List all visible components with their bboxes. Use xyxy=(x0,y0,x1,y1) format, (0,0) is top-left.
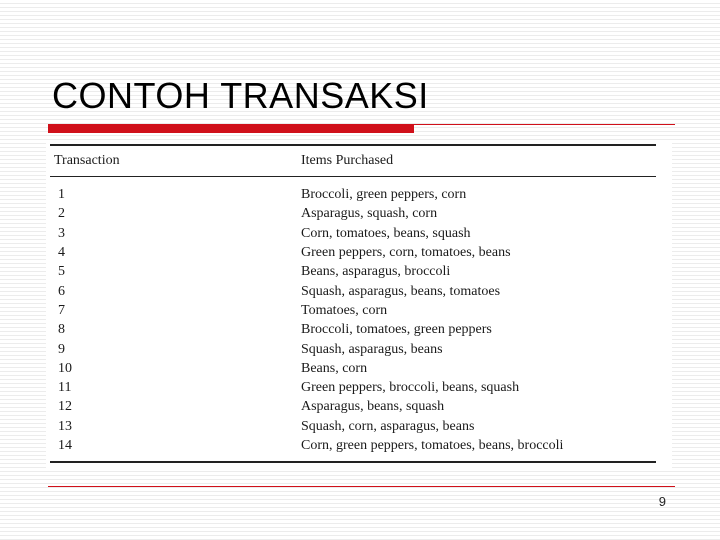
table-row xyxy=(50,177,656,205)
items-purchased: Squash, asparagus, beans, tomatoes xyxy=(301,283,501,299)
items-purchased: Squash, corn, asparagus, beans xyxy=(301,418,475,434)
table-row xyxy=(50,359,656,378)
title-underline-thin xyxy=(414,124,675,125)
table-row xyxy=(50,339,656,358)
table-row xyxy=(50,204,656,223)
transaction-id: 4 xyxy=(58,245,65,261)
table-header-row xyxy=(50,145,656,177)
table-row xyxy=(50,378,656,397)
items-purchased: Broccoli, tomatoes, green peppers xyxy=(301,322,492,338)
items-purchased: Corn, tomatoes, beans, squash xyxy=(301,225,471,241)
items-purchased: Green peppers, corn, tomatoes, beans xyxy=(301,245,511,261)
transaction-id: 2 xyxy=(58,206,65,222)
header-items-purchased: Items Purchased xyxy=(301,145,656,177)
table-body xyxy=(50,177,656,463)
table-row xyxy=(50,262,656,281)
transaction-id: 3 xyxy=(58,225,65,241)
title-underline-accent xyxy=(48,124,414,133)
table-row xyxy=(50,243,656,262)
transaction-id: 14 xyxy=(50,436,301,462)
items-purchased: Squash, asparagus, beans xyxy=(301,341,443,357)
transaction-table xyxy=(50,144,656,463)
transaction-id: 6 xyxy=(58,283,65,299)
transaction-id: 1 xyxy=(58,187,65,203)
table-row xyxy=(50,281,656,300)
items-purchased: Asparagus, squash, corn xyxy=(301,206,438,222)
transaction-id: 5 xyxy=(58,264,65,280)
items-purchased: Tomatoes, corn xyxy=(301,302,388,318)
items-purchased: Corn, green peppers, tomatoes, beans, broccoli xyxy=(301,436,656,462)
transaction-table-panel xyxy=(46,140,672,470)
items-purchased: Asparagus, beans, squash xyxy=(301,399,445,415)
transaction-id: 11 xyxy=(58,380,72,396)
table-row xyxy=(50,301,656,320)
header-transaction: Transaction xyxy=(50,145,301,177)
table-row xyxy=(50,436,656,462)
table-row xyxy=(50,397,656,416)
items-purchased: Green peppers, broccoli, beans, squash xyxy=(301,380,520,396)
table-row xyxy=(50,320,656,339)
table-row xyxy=(50,224,656,243)
transaction-id: 8 xyxy=(58,322,65,338)
transaction-id: 13 xyxy=(58,418,72,434)
transaction-id: 7 xyxy=(58,302,65,318)
transaction-id: 10 xyxy=(58,360,72,376)
transaction-id: 9 xyxy=(58,341,65,357)
items-purchased: Broccoli, green peppers, corn xyxy=(301,187,467,203)
slide-title: CONTOH TRANSAKSI xyxy=(52,75,429,116)
items-purchased: Beans, corn xyxy=(301,360,368,376)
items-purchased: Beans, asparagus, broccoli xyxy=(301,264,451,280)
table-row xyxy=(50,417,656,436)
footer-rule xyxy=(48,486,675,487)
page-number: 9 xyxy=(658,494,666,509)
transaction-id: 12 xyxy=(58,399,72,415)
